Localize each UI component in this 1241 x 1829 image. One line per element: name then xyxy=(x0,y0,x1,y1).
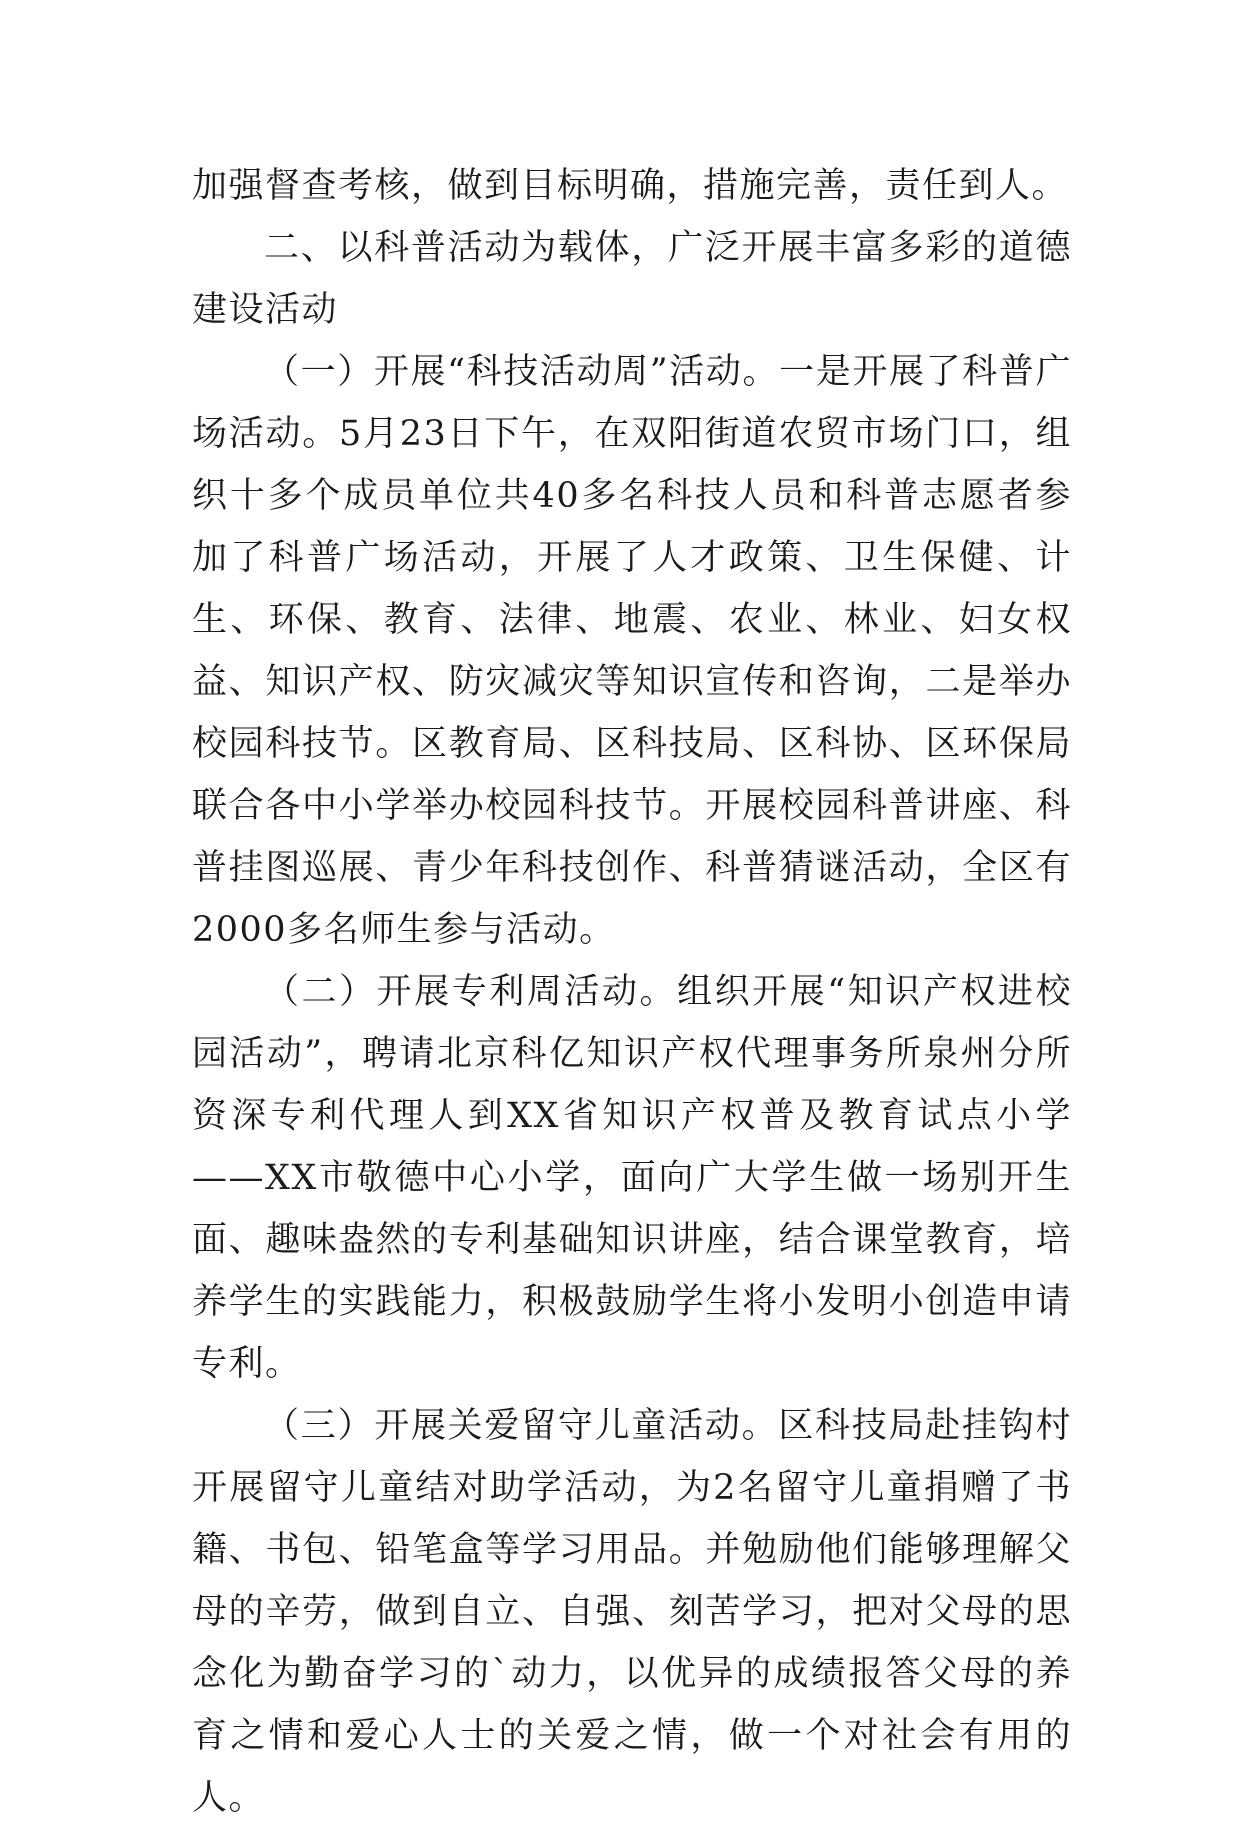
paragraph-tech-week: （一）开展“科技活动周”活动。一是开展了科普广场活动。5月23日下午，在双阳街道农贸市场门口，组织十多个成员单位共40多名科技人员和科普志愿者参加了科普广场活动，开展了人才政策、卫生保健、计生、环保、教育、法律、地震、农业、林业、妇女权益、知识产权、防灾减灾等知识宣传和咨询，二是举办校园科技节。区教育局、区科技局、区科协、区环保局联合各中小学举办校园科技节。开展校园科普讲座、科普挂图巡展、青少年科技创作、科普猜谜活动，全区有2000多名师生参与活动。 xyxy=(192,352,1072,950)
paragraph-continuation: 加强督查考核，做到目标明确，措施完善，责任到人。 xyxy=(192,166,1069,206)
paragraph-left-behind-children: （三）开展关爱留守儿童活动。区科技局赴挂钩村开展留守儿童结对助学活动，为2名留守儿童捐赠了书籍、书包、铅笔盒等学习用品。并勉励他们能够理解父母的辛劳，做到自立、自强、刻苦学习，把对父母的思念化为勤奋学习的`动力，以优异的成绩报答父母的养育之情和爱心人士的关爱之情，做一个对社会有用的人。 xyxy=(192,1406,1072,1818)
section-heading-two: 二、以科普活动为载体，广泛开展丰富多彩的道德建设活动 xyxy=(192,228,1072,330)
document-body xyxy=(192,155,1072,1829)
paragraph-patent-week: （二）开展专利周活动。组织开展“知识产权进校园活动”，聘请北京科亿知识产权代理事务所泉州分所资深专利代理人到XX省知识产权普及教育试点小学——XX市敬德中心小学，面向广大学生做一场别开生面、趣味盎然的专利基础知识讲座，结合课堂教育，培养学生的实践能力，积极鼓励学生将小发明小创造申请专利。 xyxy=(192,972,1072,1384)
